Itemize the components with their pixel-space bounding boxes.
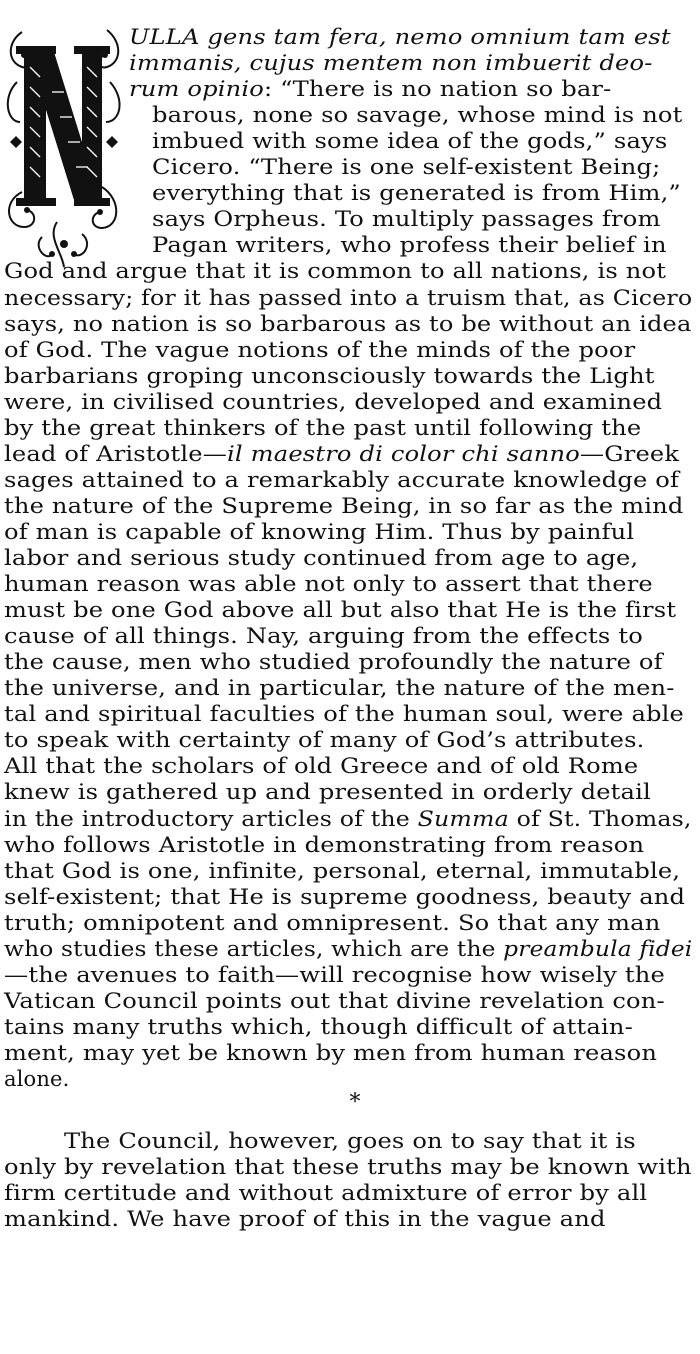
text-line: mankind. We have proof of this in the vague and xyxy=(4,1207,606,1232)
text-line: The Council, however, goes on to say that it is xyxy=(64,1129,636,1153)
text-line: sages attained to a remarkably accurate knowledge of xyxy=(4,467,680,492)
text-line: immanis, cujus mentem non imbuerit deo- xyxy=(129,51,653,76)
text-line: of man is capable of knowing Him. Thus by painful xyxy=(4,519,635,544)
text-line: by the great thinkers of the past until following the xyxy=(4,415,642,440)
text-line: God and argue that it is common to all nations, is not xyxy=(4,259,667,284)
text-line: that God is one, infinite, personal, eternal, immutable, xyxy=(4,858,681,883)
text-line: says, no nation is so barbarous as to be without an idea xyxy=(4,311,692,336)
text-line: imbued with some idea of the gods,” says xyxy=(152,129,668,154)
text-line: firm certitude and without admixture of error by all xyxy=(4,1181,648,1206)
text-line: everything that is generated is from Him,” xyxy=(152,181,681,206)
text-line: ment, may yet be known by men from human reason xyxy=(4,1040,658,1065)
text-line: the cause, men who studied profoundly the nature of xyxy=(4,650,663,675)
text-line: ULLA gens tam fera, nemo omnium tam est xyxy=(129,25,671,49)
text-line: —the avenues to faith—will recognise how wisely the xyxy=(4,962,666,987)
text-line: lead of Aristotle—il maestro di color chi sanno—Greek xyxy=(4,441,680,466)
text-line: were, in civilised countries, developed and examined xyxy=(4,389,663,414)
text-line: who studies these articles, which are the preambula fidei xyxy=(4,936,693,961)
text-line: the nature of the Supreme Being, in so far as the mind xyxy=(4,493,684,518)
text-line: says Orpheus. To multiply passages from xyxy=(152,207,661,232)
text-line: necessary; for it has passed into a truism that, as Cicero xyxy=(4,285,693,310)
ornamental-initial xyxy=(2,22,126,272)
text-line: truth; omnipotent and omnipresent. So that any man xyxy=(4,910,661,935)
text-line: who follows Aristotle in demonstrating from reason xyxy=(4,832,645,857)
text-line: only by revelation that these truths may be known with xyxy=(4,1155,692,1180)
text-line: alone. xyxy=(4,1067,70,1091)
text-line: tal and spiritual faculties of the human soul, were able xyxy=(4,702,685,727)
ornamental-initial-n-icon xyxy=(2,22,126,272)
text-line: the universe, and in particular, the nature of the men- xyxy=(4,676,675,701)
text-line: Vatican Council points out that divine revelation con- xyxy=(4,988,665,1013)
text-line: knew is gathered up and presented in orderly detail xyxy=(4,780,651,805)
text-line: All that the scholars of old Greece and of old Rome xyxy=(4,754,639,779)
text-line: self-existent; that He is supreme goodness, beauty and xyxy=(4,884,686,909)
text-line: must be one God above all but also that He is the first xyxy=(4,598,677,623)
text-line: Pagan writers, who profess their belief in xyxy=(152,233,667,258)
text-line: labor and serious study continued from age to age, xyxy=(4,546,639,570)
text-line: cause of all things. Nay, arguing from the effects to xyxy=(4,624,643,649)
text-line: to speak with certainty of many of God’s attributes. xyxy=(4,728,645,753)
text-line: tains many truths which, though difficult of attain- xyxy=(4,1014,633,1039)
text-line: rum opinio: “There is no nation so bar- xyxy=(129,77,612,102)
section-separator: * xyxy=(349,1090,361,1115)
text-line: barous, none so savage, whose mind is not xyxy=(152,103,683,128)
text-line: human reason was able not only to assert that there xyxy=(4,572,653,597)
text-line: of God. The vague notions of the minds of the poor xyxy=(4,337,636,362)
text-line: barbarians groping unconsciously towards the Light xyxy=(4,363,655,388)
text-line: in the introductory articles of the Summa of St. Thomas, xyxy=(4,806,692,831)
text-line: Cicero. “There is one self-existent Being; xyxy=(152,155,661,180)
